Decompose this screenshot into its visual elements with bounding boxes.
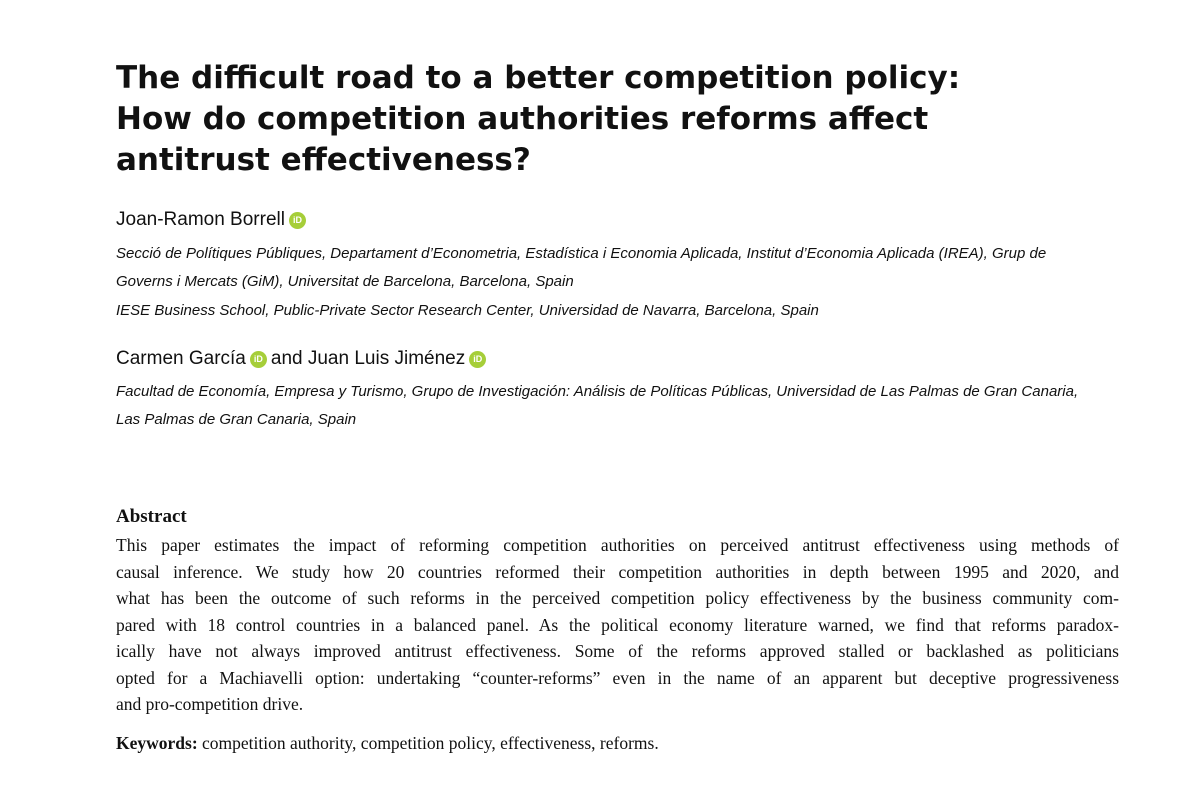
affiliation-1 (116, 240, 1046, 296)
abstract-line: what has been the outcome of such reforms in the perceived competition policy effectiveness by the business community com- (116, 588, 1119, 608)
paper-title (116, 58, 1116, 181)
abstract-line: and pro-competition drive. (116, 694, 304, 714)
abstract-line: pared with 18 control countries in a balanced panel. As the political economy literature warned, we find that reforms paradox- (116, 614, 1119, 635)
author-connector: and (270, 348, 303, 369)
abstract-line: opted for a Machiavelli option: undertaking “counter-reforms” even in the name of an apparent but deceptive progressiveness (116, 667, 1119, 688)
orcid-icon[interactable]: iD (250, 351, 267, 368)
abstract-line: This paper estimates the impact of reforming competition authorities on perceived antitrust effectiveness using methods of (116, 535, 1119, 555)
abstract-text (116, 532, 1119, 718)
keywords-label: Keywords: (116, 733, 198, 753)
title-line: How do competition authorities reforms affect (116, 101, 929, 137)
affiliation-line: Las Palmas de Gran Canaria, Spain (116, 411, 357, 428)
keywords (116, 730, 659, 756)
keywords-text: competition authority, competition policy, effectiveness, reforms. (202, 733, 659, 753)
affiliation-line: Secció de Polítiques Públiques, Departament d’Econometria, Estadística i Economia Aplicada, Institut d’Economia Aplicada (IREA), Grup de (116, 245, 1047, 262)
author-name: Juan Luis Jiménez (307, 348, 466, 369)
author-name: Carmen García (116, 348, 246, 369)
title-line: The difficult road to a better competition policy: (116, 60, 961, 96)
affiliation-line: Governs i Mercats (GiM), Universitat de Barcelona, Barcelona, Spain (116, 273, 574, 290)
author-name: Joan-Ramon Borrell (116, 209, 285, 230)
affiliation-line: Facultad de Economía, Empresa y Turismo, Grupo de Investigación: Análisis de Políticas Públicas, Universidad de Las Palmas de Gran Canaria, (116, 383, 1079, 400)
author-line-2 (116, 347, 490, 371)
affiliation-line: IESE Business School, Public-Private Sector Research Center, Universidad de Navarra, Barcelona, Spain (116, 302, 819, 319)
abstract-line: causal inference. We study how 20 countries reformed their competition authorities in depth between 1995 and 2020, and (116, 561, 1119, 582)
abstract-line: ically have not always improved antitrust effectiveness. Some of the reforms approved stalled or backlashed as politicians (116, 641, 1119, 661)
abstract-heading: Abstract (116, 506, 187, 527)
author-line-1 (116, 208, 310, 232)
orcid-icon[interactable]: iD (469, 351, 486, 368)
affiliation-2 (116, 297, 819, 325)
affiliation-3 (116, 378, 1078, 434)
orcid-icon[interactable]: iD (289, 212, 306, 229)
title-line: antitrust effectiveness? (116, 142, 531, 178)
